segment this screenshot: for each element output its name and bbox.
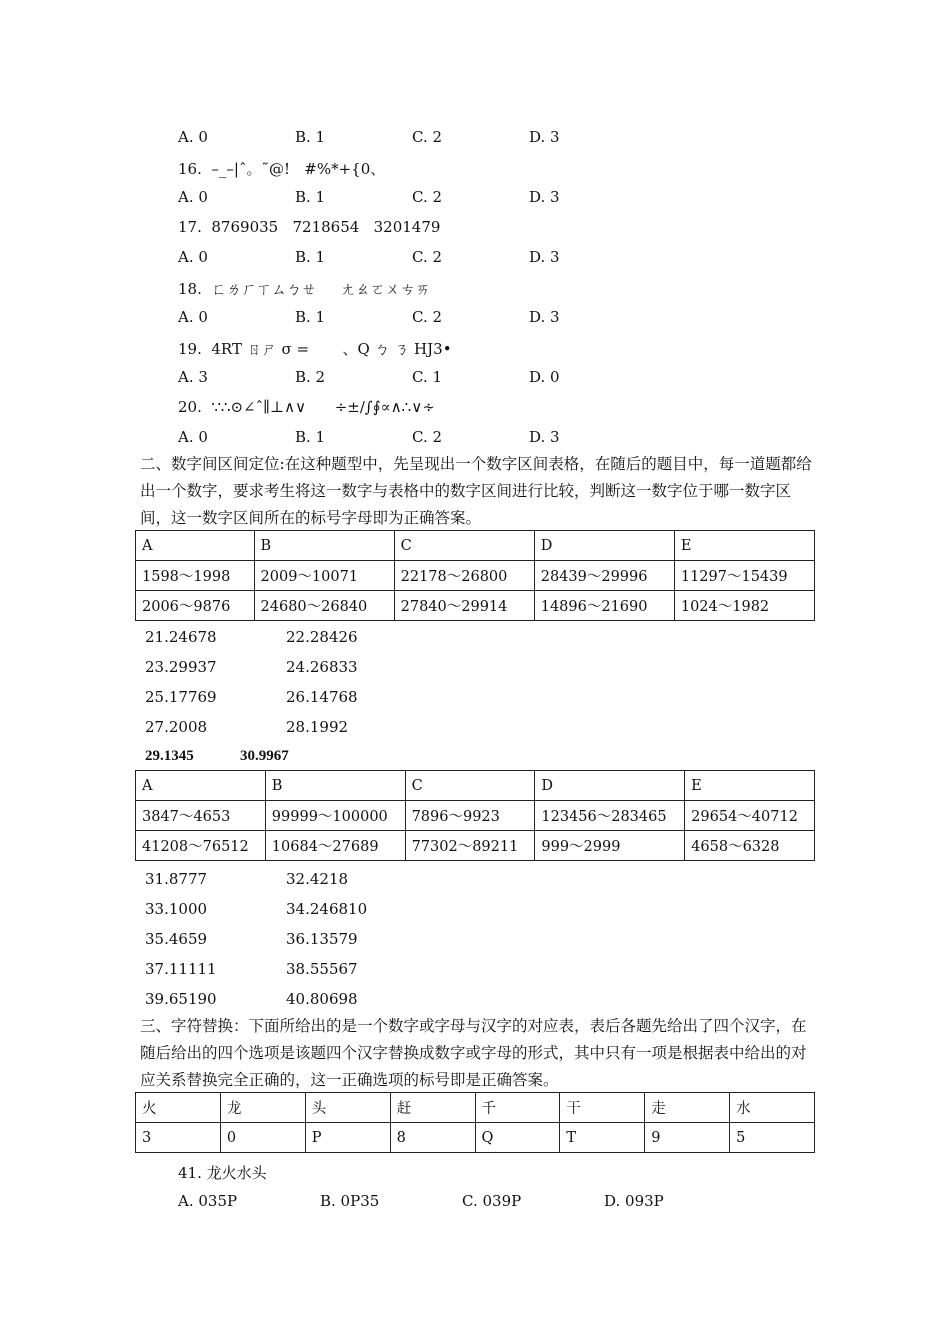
section-3-instructions: 三、字符替换：下面所给出的是一个数字或字母与汉字的对应表，表后各题先给出了四个汉字，在随后给出的四个选项是该题四个汉字替换成数字或字母的形式，其中只有一项是根据表中给出的对应关系替换完全正确的，这一正确选项的标号即是正确答案。 [140, 1017, 807, 1089]
list-item: 37.11111 [145, 960, 217, 978]
table-cell: 头 [305, 1093, 390, 1123]
table-cell: C [405, 771, 535, 801]
table-cell: 1598～1998 [136, 561, 255, 591]
table-cell: 4658～6328 [685, 831, 815, 861]
option-b: B. 1 [295, 248, 326, 266]
option-b: B. 2 [295, 368, 326, 386]
section-2-instructions: 二、数字间区间定位:在这种题型中，先呈现出一个数字区间表格，在随后的题目中，每一道题都给出一个数字，要求考生将这一数字与表格中的数字区间进行比较，判断这一数字位于哪一数字区间，这一数字区间所在的标号字母即为正确答案。 [140, 455, 812, 527]
list-item: 24.26833 [286, 658, 358, 676]
table-cell: E [685, 771, 815, 801]
table-cell: D [534, 531, 674, 561]
list-item: 22.28426 [286, 628, 358, 646]
option-d: D. 3 [529, 188, 560, 206]
table-cell: 14896～21690 [534, 591, 674, 621]
list-item: 32.4218 [286, 870, 349, 888]
table-cell: 29654～40712 [685, 801, 815, 831]
list-item: 31.8777 [145, 870, 208, 888]
list-item: 33.1000 [145, 900, 208, 918]
option-a: A. 0 [178, 248, 208, 266]
table-row [136, 801, 815, 831]
question-41: 41. 龙火水头 [178, 1164, 267, 1182]
table-cell: 8 [390, 1123, 475, 1153]
table-cell: 999～2999 [535, 831, 685, 861]
question-16: 16. –_–|ˆ。˜@! #%*+{0、 [178, 160, 386, 178]
table-row [136, 591, 815, 621]
table-cell: D [535, 771, 685, 801]
table-cell: P [305, 1123, 390, 1153]
option-b: B. 1 [295, 128, 326, 146]
table-cell: E [674, 531, 814, 561]
table-cell: 火 [136, 1093, 221, 1123]
list-item: 35.4659 [145, 930, 208, 948]
question-18: 18. ㄈㄌㄏㄒㄙㄅㄝ ㄤㄠㄛㄨㄘㄞ [178, 280, 431, 298]
table-cell: 0 [220, 1123, 305, 1153]
table-row [136, 1123, 815, 1153]
list-item: 38.55567 [286, 960, 358, 978]
table-row [136, 831, 815, 861]
table-cell: 水 [730, 1093, 815, 1123]
list-item: 25.17769 [145, 688, 217, 706]
table-cell: 22178～26800 [394, 561, 534, 591]
table-cell: 11297～15439 [674, 561, 814, 591]
list-item: 39.65190 [145, 990, 217, 1008]
list-item: 30.9967 [240, 748, 289, 764]
question-19: 19. 4RT ㄖㄕ σ = 、Q ㄅ ㄋ HJ3• [178, 340, 452, 358]
table-cell: 走 [645, 1093, 730, 1123]
option-a: A. 0 [178, 188, 208, 206]
option-d: D. 093P [604, 1192, 664, 1210]
table-cell: B [254, 531, 394, 561]
table-cell: 9 [645, 1123, 730, 1153]
table-cell: 27840～29914 [394, 591, 534, 621]
list-item: 29.1345 [145, 748, 194, 764]
table-cell: 5 [730, 1123, 815, 1153]
character-map-table [135, 1092, 815, 1153]
option-b: B. 1 [295, 188, 326, 206]
option-c: C. 039P [462, 1192, 522, 1210]
question-17: 17. 8769035 7218654 3201479 [178, 218, 441, 236]
table-cell: A [136, 531, 255, 561]
list-item: 28.1992 [286, 718, 349, 736]
table-cell: 3 [136, 1123, 221, 1153]
table-cell: 赶 [390, 1093, 475, 1123]
option-c: C. 2 [412, 308, 443, 326]
option-c: C. 2 [412, 188, 443, 206]
option-b: B. 1 [295, 428, 326, 446]
list-item: 40.80698 [286, 990, 358, 1008]
list-item: 36.13579 [286, 930, 358, 948]
table-cell: 77302～89211 [405, 831, 535, 861]
interval-table-1 [135, 530, 815, 621]
option-a: A. 035P [178, 1192, 238, 1210]
option-a: A. 0 [178, 308, 208, 326]
table-row [136, 771, 815, 801]
table-cell: 99999～100000 [265, 801, 405, 831]
option-d: D. 3 [529, 248, 560, 266]
table-cell: 龙 [220, 1093, 305, 1123]
list-item: 23.29937 [145, 658, 217, 676]
option-d: D. 3 [529, 428, 560, 446]
option-a: A. 3 [178, 368, 208, 386]
option-c: C. 2 [412, 128, 443, 146]
list-item: 34.246810 [286, 900, 368, 918]
list-item: 27.2008 [145, 718, 208, 736]
option-b: B. 0P35 [320, 1192, 380, 1210]
table-row [136, 531, 815, 561]
table-cell: 3847～4653 [136, 801, 266, 831]
option-c: C. 1 [412, 368, 443, 386]
option-d: D. 3 [529, 128, 560, 146]
table-cell: 千 [475, 1093, 560, 1123]
option-a: A. 0 [178, 128, 208, 146]
table-cell: 干 [560, 1093, 645, 1123]
table-cell: 7896～9923 [405, 801, 535, 831]
option-a: A. 0 [178, 428, 208, 446]
list-item: 26.14768 [286, 688, 358, 706]
table-cell: A [136, 771, 266, 801]
table-cell: 24680～26840 [254, 591, 394, 621]
table-cell: Q [475, 1123, 560, 1153]
question-20: 20. ∵∴⊙∠ˆ∥⊥∧∨ ÷±/∫∮∝∧∴∨∻ [178, 398, 435, 416]
table-cell: 2006～9876 [136, 591, 255, 621]
table-row [136, 561, 815, 591]
table-cell: T [560, 1123, 645, 1153]
option-c: C. 2 [412, 428, 443, 446]
table-cell: 41208～76512 [136, 831, 266, 861]
table-cell: 1024～1982 [674, 591, 814, 621]
table-cell: B [265, 771, 405, 801]
table-cell: C [394, 531, 534, 561]
option-c: C. 2 [412, 248, 443, 266]
table-cell: 28439～29996 [534, 561, 674, 591]
table-cell: 123456～283465 [535, 801, 685, 831]
option-d: D. 0 [529, 368, 560, 386]
option-b: B. 1 [295, 308, 326, 326]
table-cell: 2009～10071 [254, 561, 394, 591]
option-d: D. 3 [529, 308, 560, 326]
table-cell: 10684～27689 [265, 831, 405, 861]
interval-table-2 [135, 770, 815, 861]
table-row [136, 1093, 815, 1123]
list-item: 21.24678 [145, 628, 217, 646]
